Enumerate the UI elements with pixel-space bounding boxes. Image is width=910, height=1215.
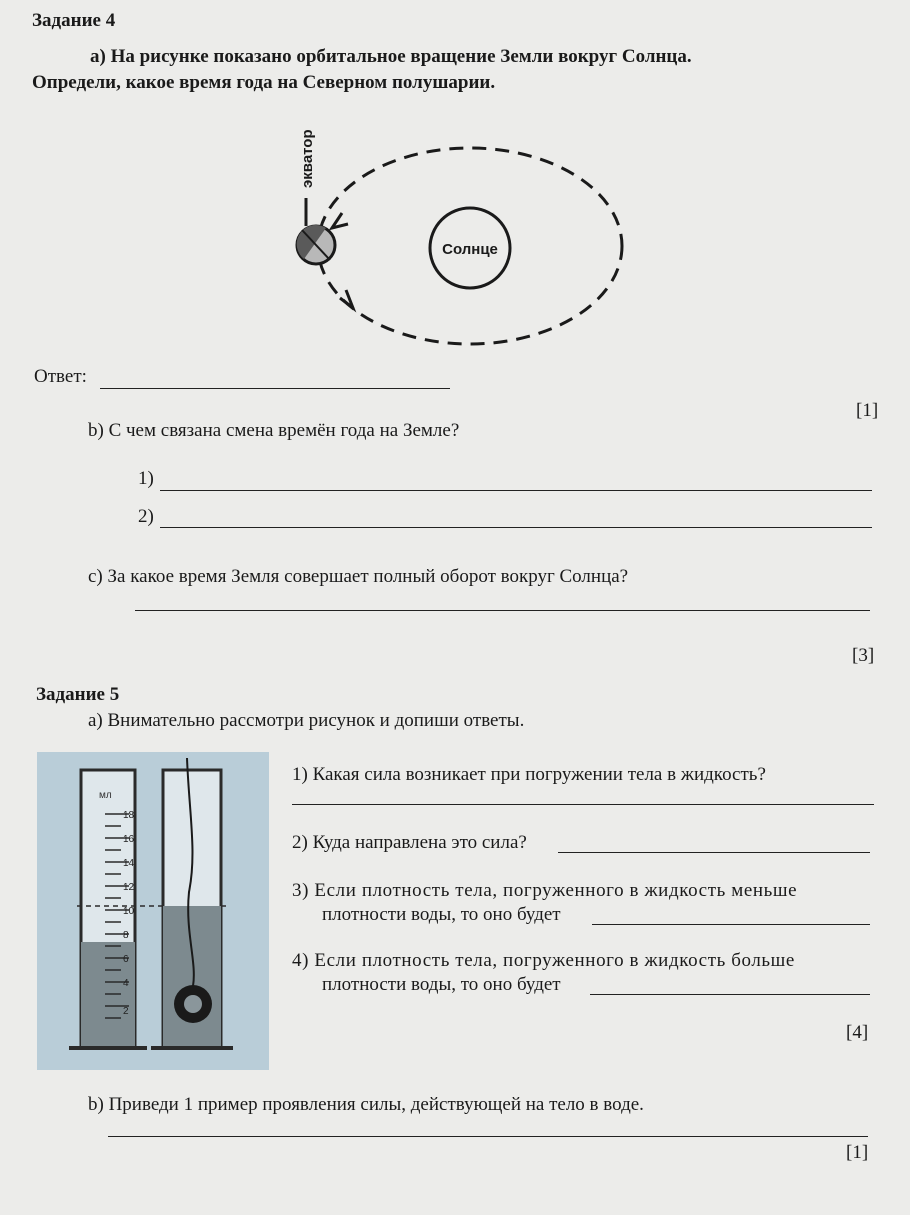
- task5-q3-line1: 3) Если плотность тела, погруженного в жидкость меньше: [292, 880, 798, 901]
- task5-q4-line1: 4) Если плотность тела, погруженного в жидкость больше: [292, 950, 795, 971]
- orbit-diagram: [280, 98, 640, 358]
- answer-line-5b[interactable]: [108, 1136, 868, 1137]
- mark-5b: [1]: [846, 1142, 869, 1163]
- task4-b-item2: 2): [138, 506, 154, 527]
- answer-line-4c[interactable]: [135, 610, 870, 611]
- answer-line-4b1[interactable]: [160, 490, 872, 491]
- measuring-cylinder-right: [151, 758, 233, 1048]
- answer-line-5q4[interactable]: [590, 994, 870, 995]
- scale-label: 6: [123, 954, 129, 965]
- answer-line-4b2[interactable]: [160, 527, 872, 528]
- measuring-cylinder-left: [69, 770, 147, 1048]
- scale-label: 16: [123, 834, 135, 845]
- scale-label: 18: [123, 810, 135, 821]
- scale-label: 12: [123, 882, 135, 893]
- task5-q1: 1) Какая сила возникает при погружении тела в жидкость?: [292, 764, 766, 785]
- answer-label: Ответ:: [34, 366, 87, 387]
- scale-label: 14: [123, 858, 135, 869]
- sun-label: Солнце: [442, 241, 498, 258]
- answer-line-5q2[interactable]: [558, 852, 870, 853]
- mark-4a: [1]: [856, 400, 879, 421]
- cylinders-figure: [37, 752, 269, 1070]
- task5-title: Задание 5: [36, 684, 120, 705]
- task4-a-line2: Определи, какое время года на Северном полушарии.: [32, 72, 496, 93]
- scale-label: 2: [123, 1006, 129, 1017]
- unit-label: мл: [99, 790, 112, 801]
- task5-a-intro: а) Внимательно рассмотри рисунок и допиши ответы.: [88, 710, 525, 731]
- task4-b-question: b) С чем связана смена времён года на Земле?: [88, 420, 460, 441]
- scale-label: 10: [123, 906, 135, 917]
- task4-c-question: c) За какое время Земля совершает полный оборот вокруг Солнца?: [88, 566, 629, 587]
- task4-a-line1: а) На рисунке показано орбитальное вращение Земли вокруг Солнца.: [90, 46, 692, 67]
- equator-label: экватор: [299, 129, 316, 188]
- earth-icon: [297, 225, 335, 264]
- answer-line-4a[interactable]: [100, 388, 450, 389]
- task4-title: Задание 4: [32, 10, 116, 31]
- task4-b-item1: 1): [138, 468, 154, 489]
- answer-line-5q3[interactable]: [592, 924, 870, 925]
- task5-q4-line2: плотности воды, то оно будет: [322, 974, 561, 995]
- mark-5a: [4]: [846, 1022, 869, 1043]
- orbit-arrow-top: [332, 213, 348, 228]
- mark-4bc: [3]: [852, 645, 875, 666]
- answer-line-5q1[interactable]: [292, 804, 874, 805]
- orbit-arrow-bottom: [340, 290, 353, 308]
- task5-q3-line2: плотности воды, то оно будет: [322, 904, 561, 925]
- task5-b-question: b) Приведи 1 пример проявления силы, действующей на тело в воде.: [88, 1094, 644, 1115]
- scale-label: 4: [123, 978, 129, 989]
- scale-label: 8: [123, 930, 129, 941]
- task5-q2: 2) Куда направлена это сила?: [292, 832, 527, 853]
